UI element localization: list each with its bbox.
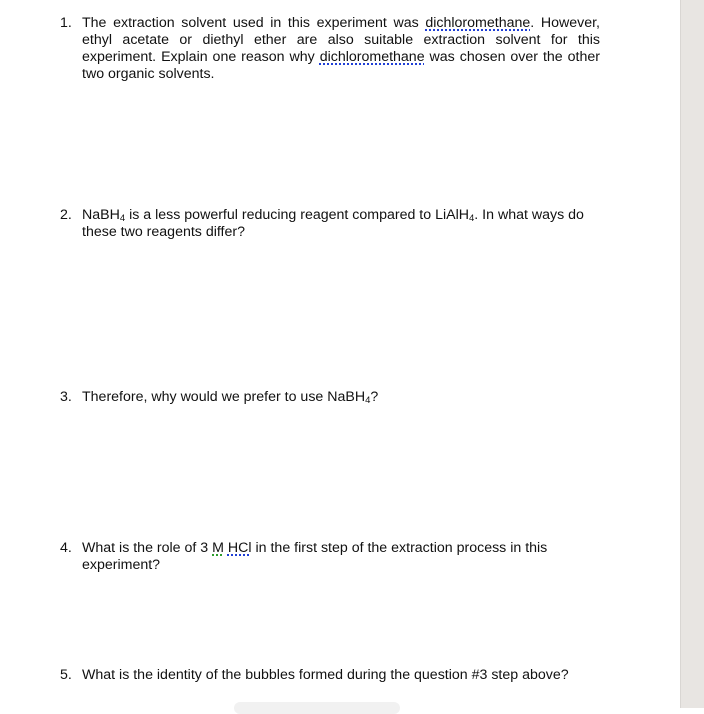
question-text: What is the identity of the bubbles formed during the question #3 step above? — [82, 667, 569, 683]
question-number: 5. — [60, 667, 72, 683]
question-5 — [60, 667, 600, 684]
spellcheck-underlined-word[interactable]: dichloromethane — [319, 49, 425, 65]
question-number: 2. — [60, 207, 72, 223]
spellcheck-underlined-word[interactable]: HCl — [227, 540, 252, 556]
question-text: Therefore, why would we prefer to use NaBH$_4$? — [82, 389, 379, 406]
question-text: NaBH$_4$ is a less powerful reducing reagent compared to LiAlH$_4$. In what ways do these two reagents differ? — [82, 207, 584, 240]
question-text: The extraction solvent used in this experiment was dichloromethane. However, ethyl acetate or diethyl ether are also suitable extraction solvent for this experiment. Explain one reason why dichloromethane was chosen over the other two organic solvents. — [82, 15, 600, 82]
question-number: 3. — [60, 389, 72, 405]
question-4 — [60, 540, 600, 574]
question-1 — [60, 15, 600, 83]
question-3 — [60, 389, 600, 406]
question-number: 1. — [60, 15, 72, 31]
question-text: What is the role of 3 M HCl in the first step of the extraction process in this experiment? — [82, 540, 548, 573]
question-2 — [60, 207, 600, 241]
page-bottom-tab — [234, 702, 400, 714]
spellcheck-underlined-word[interactable]: dichloromethane — [425, 15, 531, 31]
scrollbar-gutter[interactable] — [680, 0, 704, 708]
question-number: 4. — [60, 540, 72, 556]
grammar-underlined-word[interactable]: M — [212, 540, 224, 556]
